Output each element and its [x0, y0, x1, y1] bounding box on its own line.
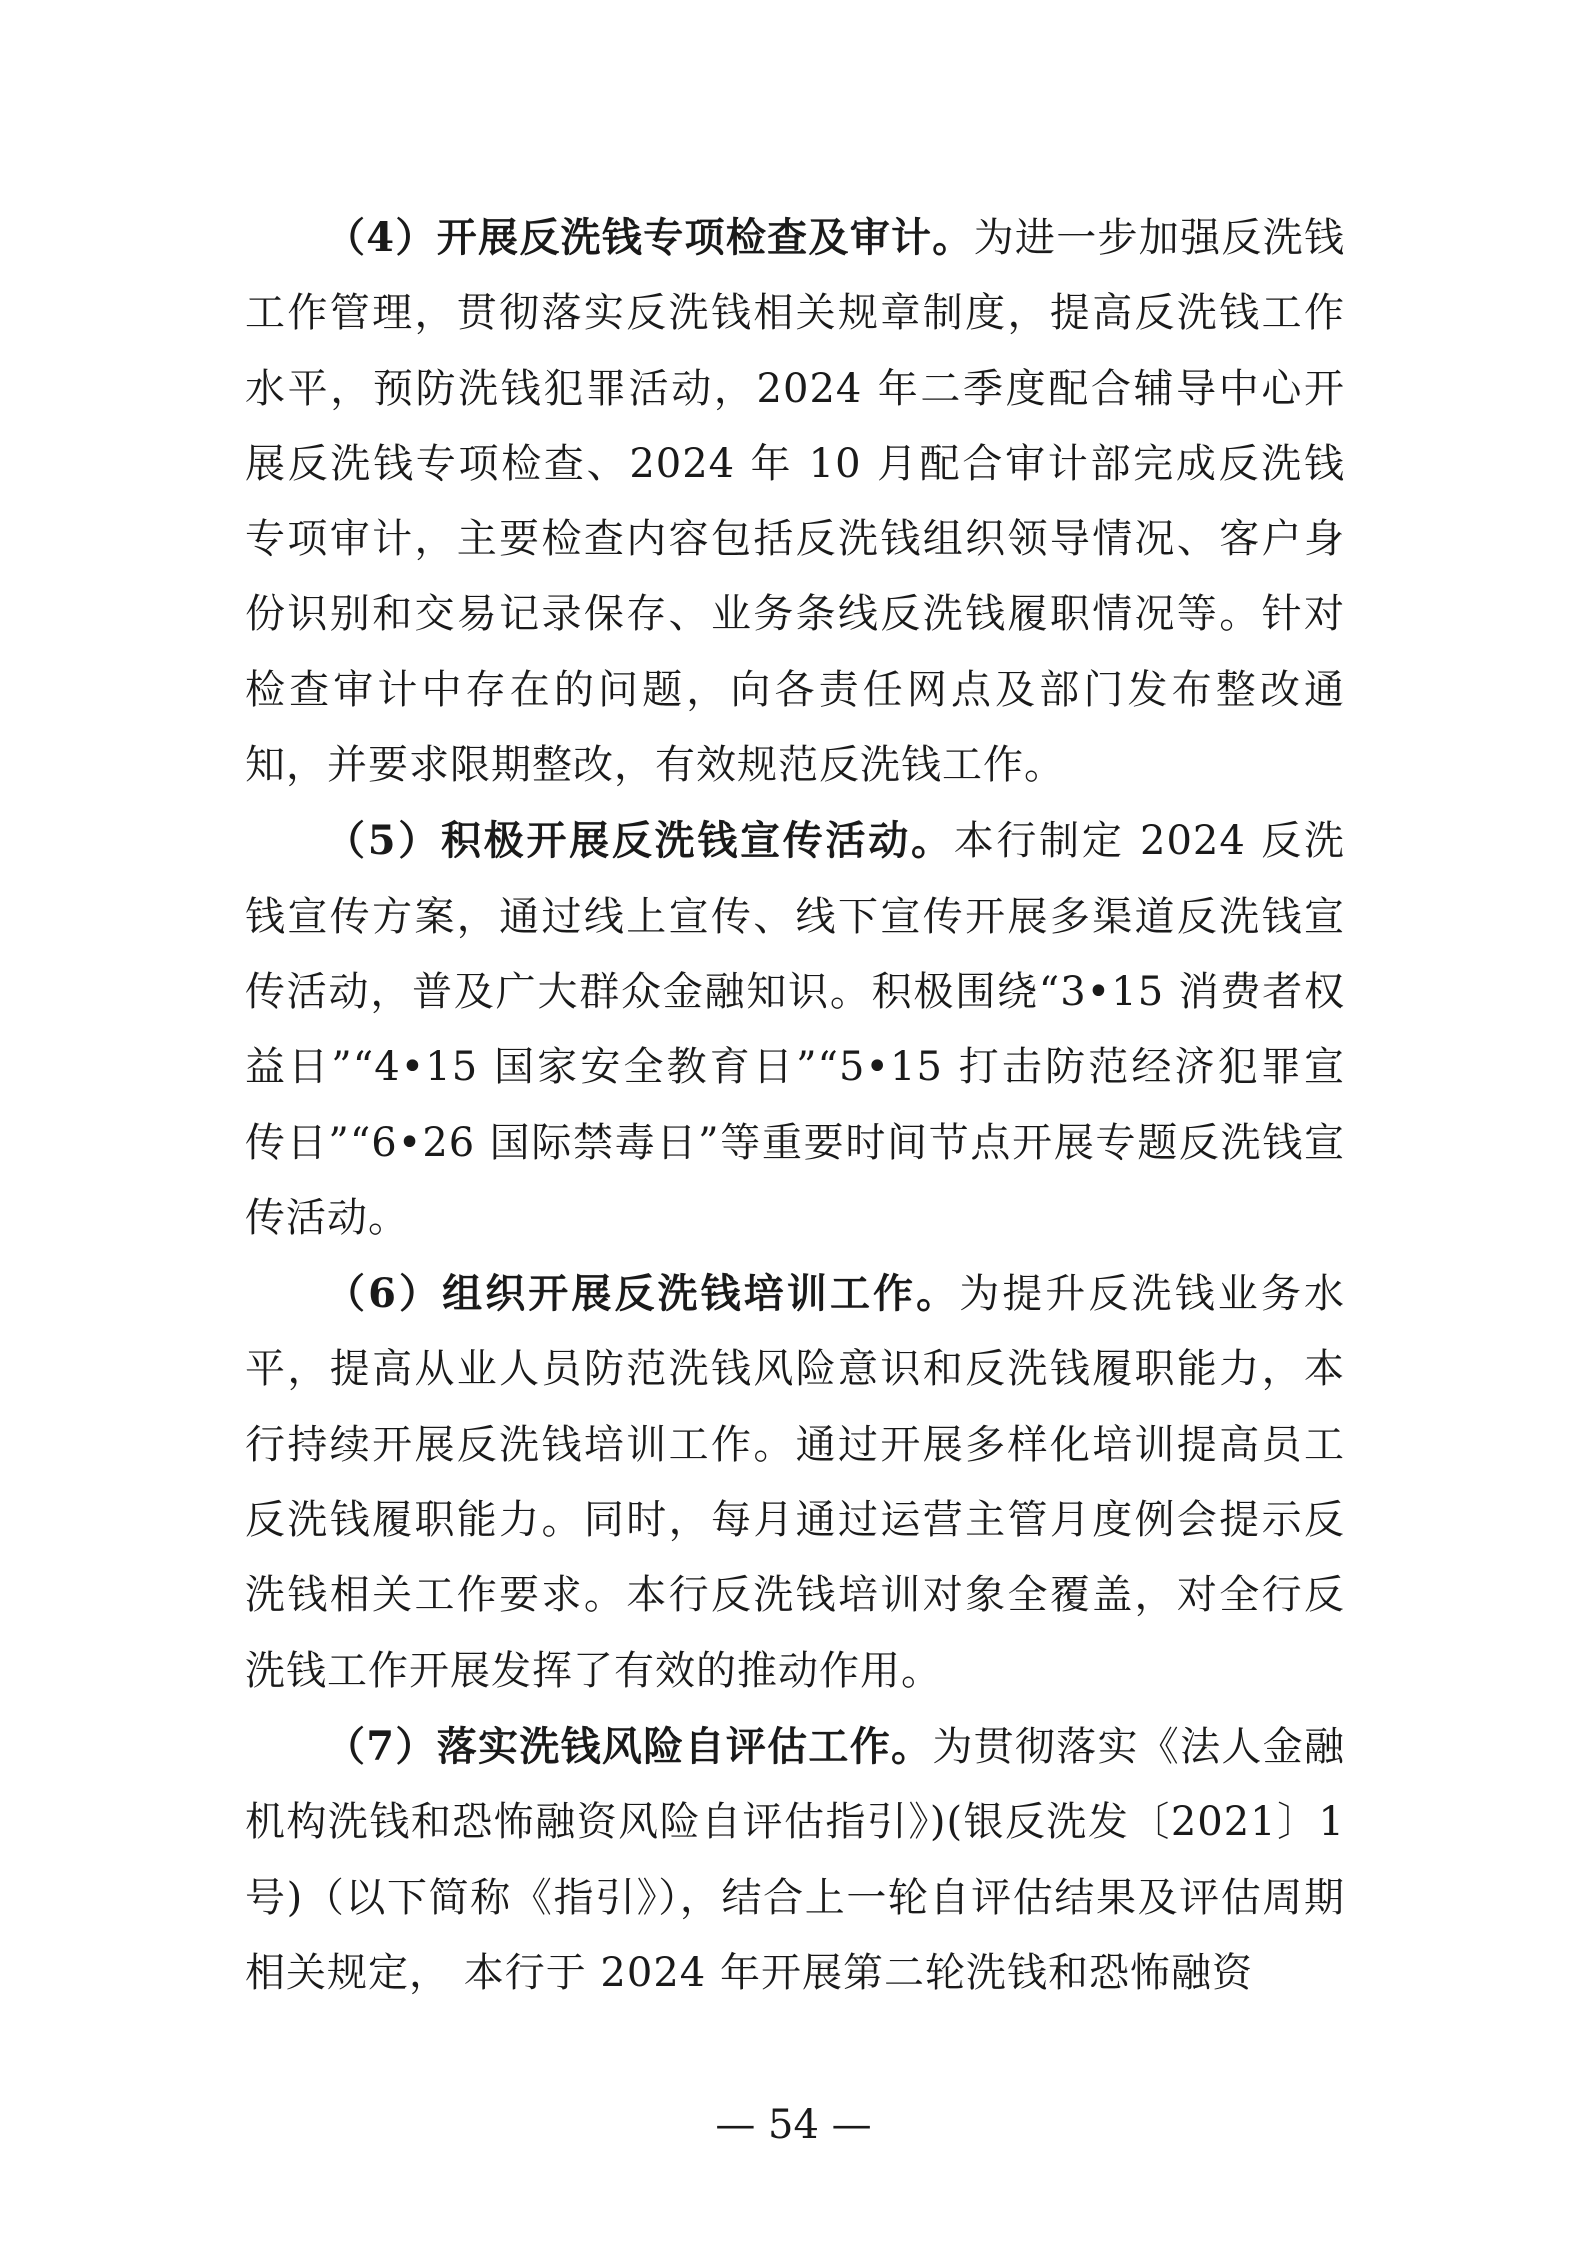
document-page [245, 200, 1345, 2011]
paragraph-body: 为贯彻落实《法人金融机构洗钱和恐怖融资风险自评估指引》)(银反洗发〔2021〕1 号)（以下简称《指引》），结合上一轮自评估结果及评估周期相关规定， 本行于 2024 年开展第二轮洗钱和恐怖融资 [245, 1723, 1345, 1996]
paragraph-aml-publicity [245, 803, 1345, 1256]
paragraph-heading: （4）开展反洗钱专项检查及审计。 [325, 214, 974, 261]
paragraph-heading: （6）组织开展反洗钱培训工作。 [325, 1270, 960, 1318]
paragraph-aml-training [245, 1256, 1345, 1709]
paragraph-heading: （7）落实洗钱风险自评估工作。 [325, 1722, 933, 1770]
page-number: — 54 — [715, 2102, 872, 2148]
paragraph-body: 为进一步加强反洗钱工作管理，贯彻落实反洗钱相关规章制度，提高反洗钱工作水平，预防洗钱犯罪活动，2024 年二季度配合辅导中心开展反洗钱专项检查、2024 年 10 月配合审计部完成反洗钱专项审计，主要检查内容包括反洗钱组织领导情况、客户身份识别和交易记录保存、业务条线反洗钱履职情况等。针对检查审计中存在的问题，向各责任网点及部门发布整改通知，并要求限期整改，有效规范反洗钱工作。 [245, 215, 1345, 789]
paragraph-heading: （5）积极开展反洗钱宣传活动。 [325, 817, 954, 865]
paragraph-risk-self-assessment [245, 1709, 1345, 2011]
paragraph-body: 本行制定 2024 反洗钱宣传方案，通过线上宣传、线下宣传开展多渠道反洗钱宣传活动，普及广大群众金融知识。积极围绕“3•15 消费者权益日”“4•15 国家安全教育日”“5•15 打击防范经济犯罪宣传日”“6•26 国际禁毒日”等重要时间节点开展专题反洗钱宣传活动。 [245, 818, 1345, 1241]
paragraph-body: 为提升反洗钱业务水平，提高从业人员防范洗钱风险意识和反洗钱履职能力，本行持续开展反洗钱培训工作。通过开展多样化培训提高员工反洗钱履职能力。同时，每月通过运营主管月度例会提示反洗钱相关工作要求。本行反洗钱培训对象全覆盖，对全行反洗钱工作开展发挥了有效的推动作用。 [245, 1271, 1345, 1694]
paragraph-aml-inspection-audit [245, 200, 1345, 803]
